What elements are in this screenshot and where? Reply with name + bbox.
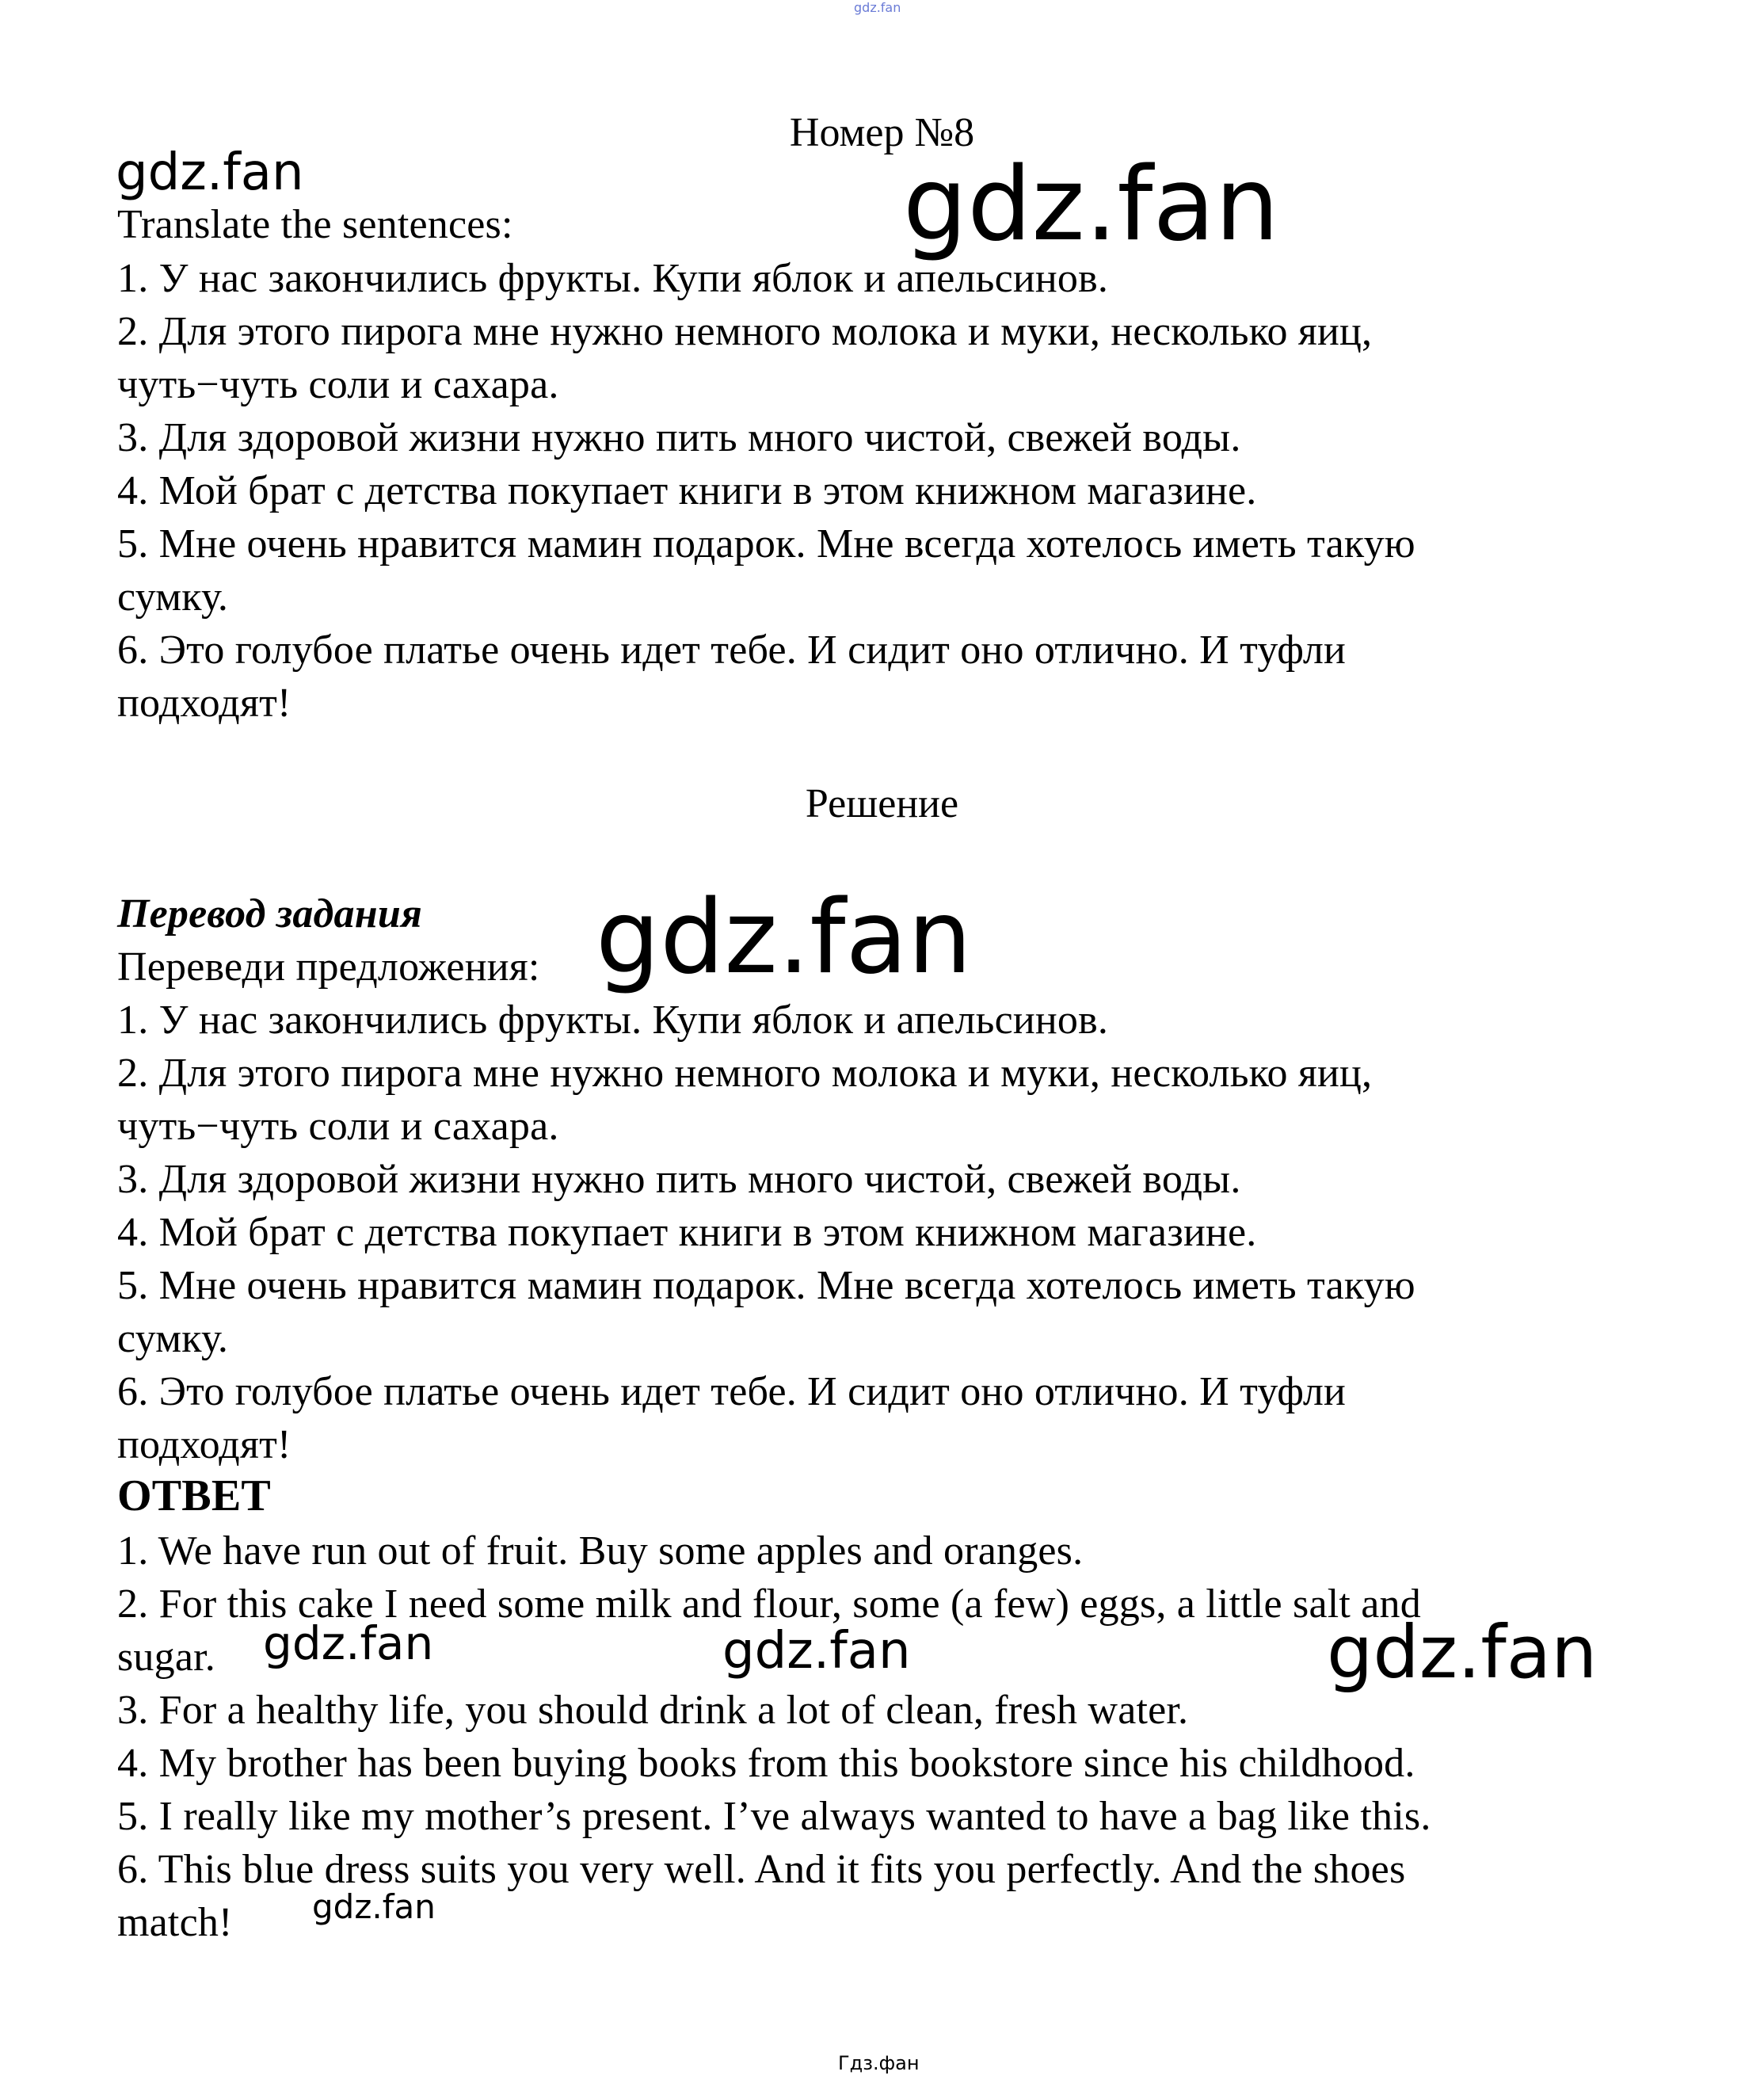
watermark: gdz.fan [1327,1610,1598,1695]
task-line: 1. У нас закончились фрукты. Купи яблок и апельсинов. [117,256,1109,301]
answer-line: 4. My brother has been buying books from this bookstore since his childhood. [117,1741,1415,1786]
watermark: gdz.fan [263,1616,434,1670]
translation-line: 6. Это голубое платье очень идет тебе. И сидит оно отлично. И туфли [117,1369,1347,1414]
translation-instruction: Переведи предложения: [117,944,540,990]
translation-line: подходят! [117,1422,291,1467]
answer-line: sugar. [117,1635,215,1680]
task-line: 5. Мне очень нравится мамин подарок. Мне всегда хотелось иметь такую [117,521,1415,567]
task-line: сумку. [117,574,229,620]
task-line: 2. Для этого пирога мне нужно немного молока и муки, несколько яиц, [117,309,1373,354]
task-line: 4. Мой брат с детства покупает книги в этом книжном магазине. [117,468,1257,513]
answer-heading: ОТВЕТ [117,1471,271,1520]
task-line: 3. Для здоровой жизни нужно пить много чистой, свежей воды. [117,415,1241,460]
watermark: gdz.fan [116,143,304,202]
translation-line: 1. У нас закончились фрукты. Купи яблок и апельсинов. [117,998,1109,1043]
watermark: gdz.fan [596,879,972,997]
translation-heading: Перевод задания [117,891,422,937]
answer-line: 1. We have run out of fruit. Buy some apples and oranges. [117,1528,1084,1574]
translation-line: 4. Мой брат с детства покупает книги в этом книжном магазине. [117,1210,1257,1255]
answer-line: match! [117,1900,233,1945]
task-line: 6. Это голубое платье очень идет тебе. И сидит оно отлично. И туфли [117,628,1347,673]
task-instruction: Translate the sentences: [117,202,513,247]
answer-line: 5. I really like my mother’s present. I’ve always wanted to have a bag like this. [117,1794,1431,1839]
translation-line: сумку. [117,1316,229,1361]
translation-line: 2. Для этого пирога мне нужно немного молока и муки, несколько яиц, [117,1051,1373,1096]
watermark: gdz.fan [722,1622,911,1681]
task-line: чуть−чуть соли и сахара. [117,362,559,407]
watermark: gdz.fan [903,146,1279,264]
translation-line: 3. Для здоровой жизни нужно пить много чистой, свежей воды. [117,1157,1241,1202]
translation-line: чуть−чуть соли и сахара. [117,1104,559,1149]
footer-text: Гдз.фан [838,2052,920,2074]
watermark: gdz.fan [312,1887,436,1926]
answer-line: 6. This blue dress suits you very well. And it fits you perfectly. And the shoes [117,1847,1406,1892]
solution-heading: Решение [805,781,959,826]
translation-line: 5. Мне очень нравится мамин подарок. Мне всегда хотелось иметь такую [117,1263,1415,1308]
task-line: подходят! [117,681,291,726]
top-watermark: gdz.fan [854,0,901,15]
page-title: Номер №8 [789,110,975,155]
answer-line: 2. For this cake I need some milk and flour, some (a few) eggs, a little salt and [117,1581,1421,1627]
answer-line: 3. For a healthy life, you should drink a lot of clean, fresh water. [117,1688,1189,1733]
